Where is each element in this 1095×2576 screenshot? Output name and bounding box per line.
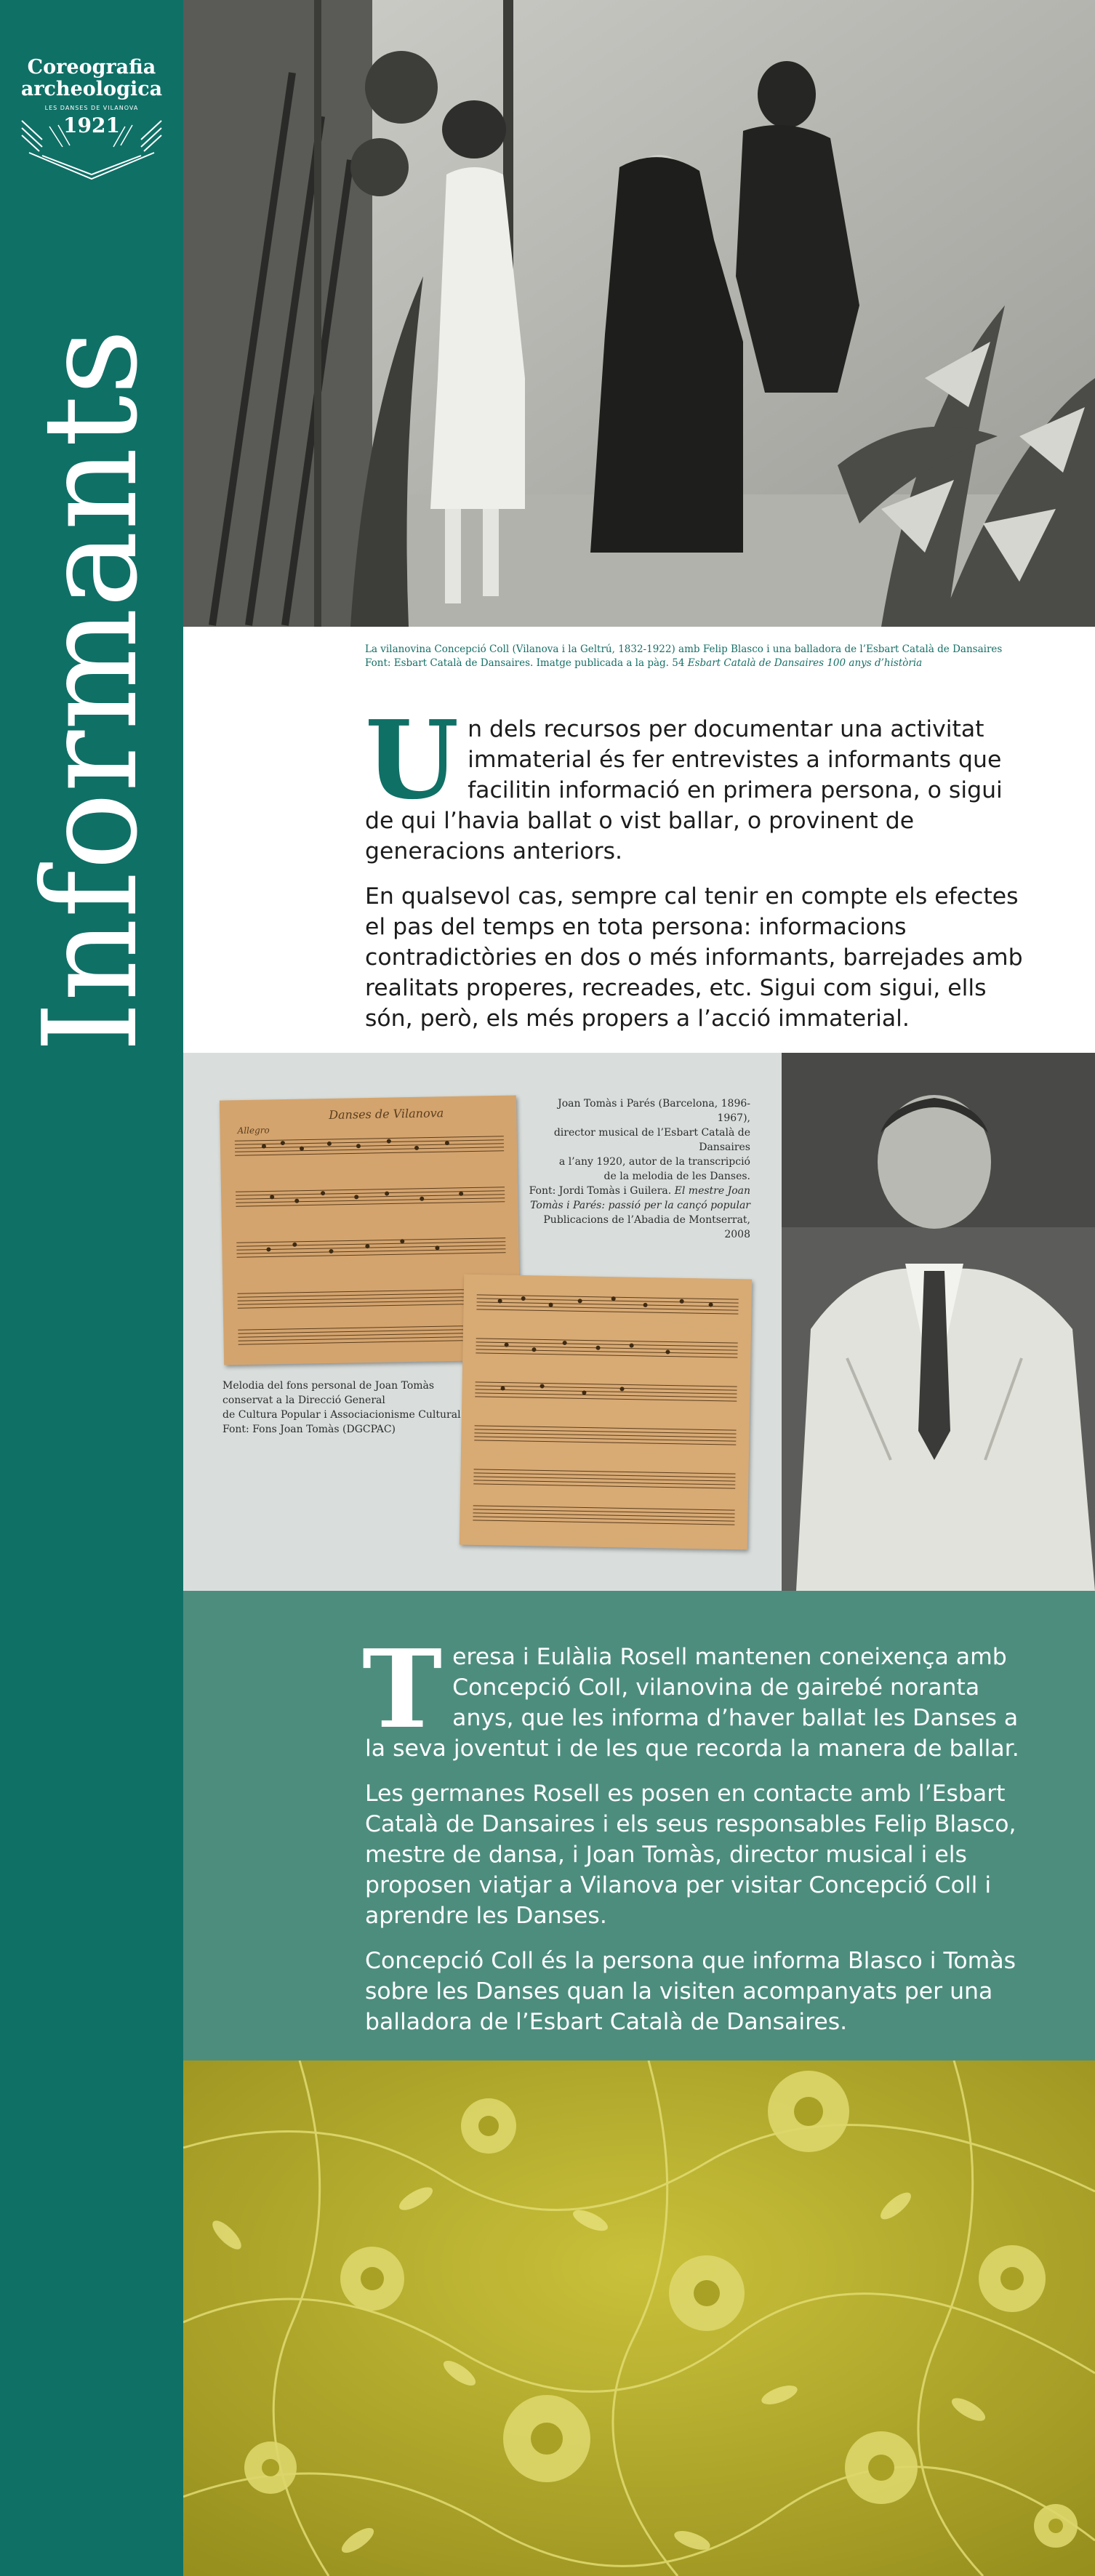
story-text bbox=[362, 1626, 1034, 2037]
photo-caption-source: Font: Esbart Català de Dansaires. Imatge publicada a la pàg. 54 bbox=[365, 657, 685, 669]
intro-paragraph-2: En qualsevol cas, sempre cal tenir en compte els efectes el pas del temps en tota persona: informacions contradictòries en dos o més informants, barrejades amb realitats properes, recreades, etc. Sigui com sigui, ells són, però, els més propers a l’acció immaterial. bbox=[365, 883, 1023, 1032]
joan-caption-line7: Publicacions de l’Abadia de Montserrat, 2008 bbox=[543, 1214, 750, 1240]
melody-caption bbox=[222, 1379, 462, 1437]
historical-photo bbox=[183, 0, 1095, 627]
joan-caption-line2: director musical de l’Esbart Català de Dansaires bbox=[553, 1127, 750, 1153]
joan-caption-line4: de la melodia de les Danses. bbox=[603, 1171, 750, 1182]
photo-caption-line2 bbox=[365, 657, 1019, 670]
melody-caption-line4: Font: Fons Joan Tomàs (DGCPAC) bbox=[222, 1424, 396, 1435]
intro-dropcap: U bbox=[365, 697, 460, 823]
logo-year: 1921 bbox=[63, 113, 120, 137]
joan-caption-book-b: Tomàs i Parés: passió per la cançó popular bbox=[530, 1200, 750, 1211]
logo-title-line1: Coreografia bbox=[27, 56, 156, 79]
intro-paragraph-1: n dels recursos per documentar una activitat immaterial és fer entrevistes a informants que facilitin informació en primera persona, o sigui de qui l’havia ballat o vist ballar, o provinent de generacions anteriors. bbox=[365, 716, 1003, 864]
sidebar-banner bbox=[0, 0, 183, 2576]
melody-caption-line2: conservat a la Direcció General bbox=[222, 1395, 385, 1406]
music-band bbox=[183, 1053, 1095, 1591]
story-paragraph-1: eresa i Eulàlia Rosell mantenen coneixença amb Concepció Coll, vilanovina de gairebé noranta anys, que les informa d’haver ballat les Danses a la seva joventut i de les que recorda la manera de ballar. bbox=[365, 1644, 1019, 1762]
melody-caption-line3: de Cultura Popular i Associacionisme Cultural bbox=[222, 1409, 461, 1421]
joan-caption-line3: a l’any 1920, autor de la transcripció bbox=[558, 1156, 750, 1168]
historical-photo-illustration bbox=[183, 0, 1095, 627]
sheet-music-2-staves bbox=[460, 1275, 752, 1550]
logo-subtitle: LES DANSES DE VILANOVA bbox=[44, 105, 139, 111]
joan-caption-line6 bbox=[525, 1198, 750, 1213]
joan-caption-line1: Joan Tomàs i Parés (Barcelona, 1896-1967), bbox=[558, 1098, 750, 1124]
photo-caption-line1: La vilanovina Concepció Coll (Vilanova i la Geltrú, 1832-1922) amb Felip Blasco i una balladora de l’Esbart Català de Dansaires bbox=[365, 643, 1003, 655]
photo-caption bbox=[365, 643, 1019, 670]
story-paragraph-3: Concepció Coll és la persona que informa Blasco i Tomàs sobre les Danses quan la visiten acompanyats per una balladora de l’Esbart Català de Dansaires. bbox=[365, 1948, 1016, 2035]
logo-ornament-icon bbox=[20, 83, 163, 180]
story-block bbox=[183, 1591, 1095, 2061]
portrait-illustration bbox=[782, 1053, 1095, 1591]
joan-caption-source: Font: Jordi Tomàs i Guilera. bbox=[529, 1185, 672, 1197]
embroidered-fabric bbox=[183, 2061, 1095, 2576]
joan-tomas-caption bbox=[525, 1096, 750, 1242]
sheet-music-2 bbox=[460, 1275, 752, 1550]
story-paragraph-2: Les germanes Rosell es posen en contacte amb l’Esbart Català de Dansaires i els seus responsables Felip Blasco, mestre de dansa, i Joan Tomàs, director musical i els proposen viatjar a Vilanova per visitar Concepció Coll i aprendre les Danses. bbox=[365, 1781, 1016, 1929]
story-dropcap: T bbox=[362, 1626, 443, 1752]
section-title: Informants bbox=[15, 329, 166, 1053]
joan-caption-book-a: El mestre Joan bbox=[674, 1185, 750, 1197]
joan-tomas-portrait bbox=[782, 1053, 1095, 1591]
coreografia-logo bbox=[20, 57, 163, 180]
sheet-tempo: Allegro bbox=[237, 1125, 270, 1136]
intro-text bbox=[365, 697, 1034, 1034]
joan-caption-line5 bbox=[525, 1184, 750, 1198]
melody-caption-line1: Melodia del fons personal de Joan Tomàs bbox=[222, 1380, 435, 1392]
sheet-heading: Danses de Vilanova bbox=[329, 1106, 444, 1122]
photo-caption-book: Esbart Català de Dansaires 100 anys d’història bbox=[687, 657, 923, 669]
embroidery-pattern bbox=[183, 2061, 1095, 2576]
logo-title-line2: archeologica bbox=[20, 78, 163, 100]
